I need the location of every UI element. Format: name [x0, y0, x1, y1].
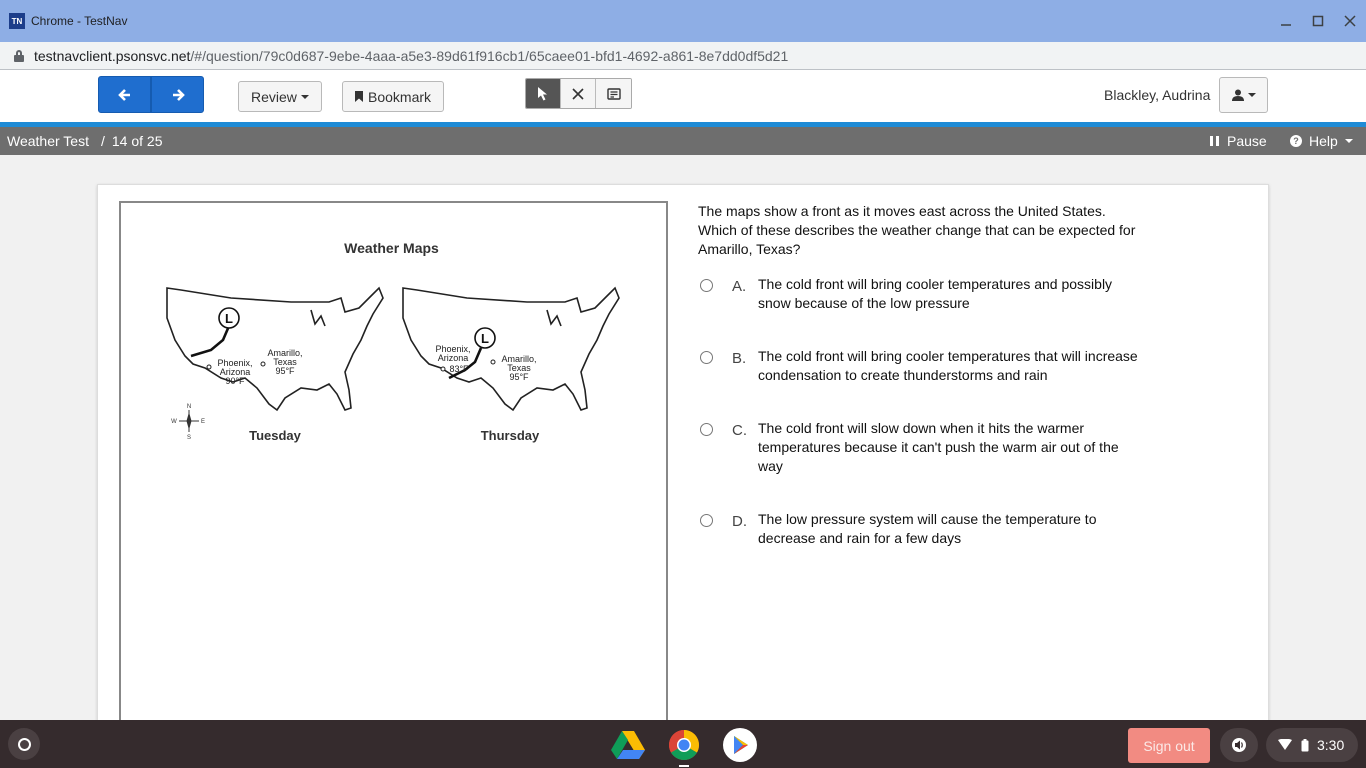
- url-host: testnavclient.psonsvc.net: [34, 47, 191, 64]
- low-pressure-label: L: [225, 311, 233, 326]
- testnav-logo: TN: [9, 13, 25, 29]
- answer-eliminator-icon: [572, 88, 584, 100]
- choice-c[interactable]: [698, 419, 1143, 476]
- pointer-tool-button[interactable]: [526, 79, 561, 108]
- user-menu-button[interactable]: [1219, 77, 1268, 113]
- testnav-toolbar: [0, 70, 1366, 122]
- choice-text[interactable]: The cold front will slow down when it hits the warmer temperatures because it can't push the warm air out of the way: [758, 420, 1119, 474]
- test-name: Weather Test: [7, 133, 89, 149]
- choice-b[interactable]: [698, 347, 1143, 385]
- amarillo-temp-thursday: 95°F: [509, 372, 529, 382]
- answer-eliminator-button[interactable]: [561, 79, 596, 108]
- amarillo-temp-tuesday: 95°F: [275, 366, 295, 376]
- pause-button[interactable]: [1210, 133, 1267, 149]
- choice-letter: B.: [732, 350, 747, 367]
- minimize-icon[interactable]: [1276, 11, 1296, 31]
- test-header: [0, 127, 1366, 155]
- question-progress: 14 of 25: [111, 133, 163, 149]
- help-label: Help: [1309, 133, 1338, 149]
- phoenix-label-tuesday: Phoenix,: [217, 358, 253, 368]
- pause-icon: [1210, 136, 1219, 146]
- choice-letter: A.: [732, 278, 747, 295]
- user-icon: [1232, 89, 1244, 101]
- chevron-down-icon: [301, 95, 309, 99]
- phoenix-dot-thursday: [441, 367, 445, 371]
- amarillo-state-tuesday: Texas: [273, 357, 297, 367]
- maximize-icon[interactable]: [1308, 11, 1328, 31]
- window-titlebar: [0, 0, 1366, 42]
- accessibility-button[interactable]: [1220, 728, 1258, 762]
- choice-text[interactable]: The cold front will bring cooler temperatures and possibly snow because of the low pressure: [758, 276, 1113, 311]
- phoenix-label-thursday: Phoenix,: [435, 344, 471, 354]
- google-drive-icon[interactable]: [611, 728, 645, 762]
- radio-button[interactable]: [700, 351, 713, 364]
- phoenix-state-thursday: Arizona: [437, 353, 469, 363]
- day-label-tuesday: Tuesday: [249, 428, 301, 443]
- battery-icon: [1301, 739, 1309, 752]
- clock: 3:30: [1317, 737, 1345, 753]
- review-label: Review: [251, 88, 297, 105]
- amarillo-label-thursday: Amarillo,: [501, 354, 537, 364]
- launcher-button[interactable]: [8, 728, 40, 760]
- compass-s: S: [186, 435, 192, 441]
- passage-panel[interactable]: [119, 201, 668, 731]
- next-button[interactable]: [151, 76, 204, 113]
- amarillo-dot-thursday: [491, 360, 495, 364]
- choice-text[interactable]: The low pressure system will cause the temperature to decrease and rain for a few days: [758, 511, 1097, 546]
- select-to-speak-icon: [1231, 737, 1247, 753]
- bookmark-label: Bookmark: [368, 88, 432, 105]
- address-bar[interactable]: [0, 42, 1366, 70]
- low-pressure-label: L: [481, 331, 489, 346]
- cold-front-tuesday: [191, 326, 229, 356]
- notepad-icon: [607, 88, 621, 100]
- choice-a[interactable]: [698, 275, 1143, 313]
- close-icon[interactable]: [1340, 11, 1360, 31]
- question-stem: The maps show a front as it moves east across the United States. Which of these describes the weather change that can be expected for Amarillo, Texas?: [698, 203, 1136, 257]
- url-path: /#/question/79c0d687-9ebe-4aaa-a5e3-89d61f916cb1/65caee01-bfd1-4692-a861-8e7dd0df5d21: [190, 47, 789, 64]
- pointer-icon: [537, 87, 549, 101]
- wifi-icon: [1278, 739, 1292, 751]
- compass-rose: [179, 410, 199, 432]
- phoenix-state-tuesday: Arizona: [219, 367, 251, 377]
- amarillo-dot-tuesday: [261, 362, 265, 366]
- choice-letter: D.: [732, 513, 747, 530]
- phoenix-dot-tuesday: [207, 365, 211, 369]
- window-title: Chrome - TestNav: [31, 14, 128, 28]
- phoenix-temp-thursday: 83°F: [449, 364, 469, 374]
- radio-button[interactable]: [700, 514, 713, 527]
- bookmark-button[interactable]: [342, 81, 444, 112]
- choice-d[interactable]: [698, 510, 1143, 548]
- os-shelf: [0, 720, 1366, 768]
- status-tray[interactable]: [1266, 728, 1358, 762]
- day-label-thursday: Thursday: [480, 428, 540, 443]
- arrow-right-icon: [171, 88, 185, 102]
- user-name: Blackley, Audrina: [1104, 87, 1211, 103]
- choice-text[interactable]: The cold front will bring cooler temperatures that will increase condensation to create thunderstorms and rain: [758, 348, 1138, 383]
- url-text[interactable]: [34, 48, 788, 64]
- phoenix-temp-tuesday: 90°F: [225, 376, 245, 386]
- breadcrumb-separator: /: [100, 133, 105, 149]
- chevron-down-icon: [1345, 139, 1353, 143]
- tool-group: [525, 78, 632, 109]
- compass-w: W: [171, 419, 177, 425]
- chevron-down-icon: [1248, 93, 1256, 97]
- pause-label: Pause: [1227, 133, 1267, 149]
- radio-button[interactable]: [700, 423, 713, 436]
- help-icon: ?: [1290, 135, 1302, 147]
- lock-icon: [14, 50, 24, 62]
- map-title: Weather Maps: [344, 240, 439, 256]
- question-card: [97, 184, 1269, 724]
- choice-letter: C.: [732, 422, 747, 439]
- bookmark-icon: [355, 91, 363, 102]
- compass-n: N: [186, 404, 192, 410]
- play-store-icon[interactable]: [723, 728, 757, 762]
- review-button[interactable]: [238, 81, 322, 112]
- radio-button[interactable]: [700, 279, 713, 292]
- back-button[interactable]: [98, 76, 151, 113]
- amarillo-state-thursday: Texas: [507, 363, 531, 373]
- notepad-button[interactable]: [596, 79, 631, 108]
- launcher-icon: [18, 738, 31, 751]
- amarillo-label-tuesday: Amarillo,: [267, 348, 303, 358]
- help-button[interactable]: [1290, 133, 1353, 149]
- chrome-icon[interactable]: [667, 728, 701, 762]
- compass-e: E: [200, 419, 206, 425]
- sign-out-button[interactable]: Sign out: [1128, 728, 1210, 763]
- arrow-left-icon: [118, 88, 132, 102]
- weather-maps-image: [161, 268, 631, 453]
